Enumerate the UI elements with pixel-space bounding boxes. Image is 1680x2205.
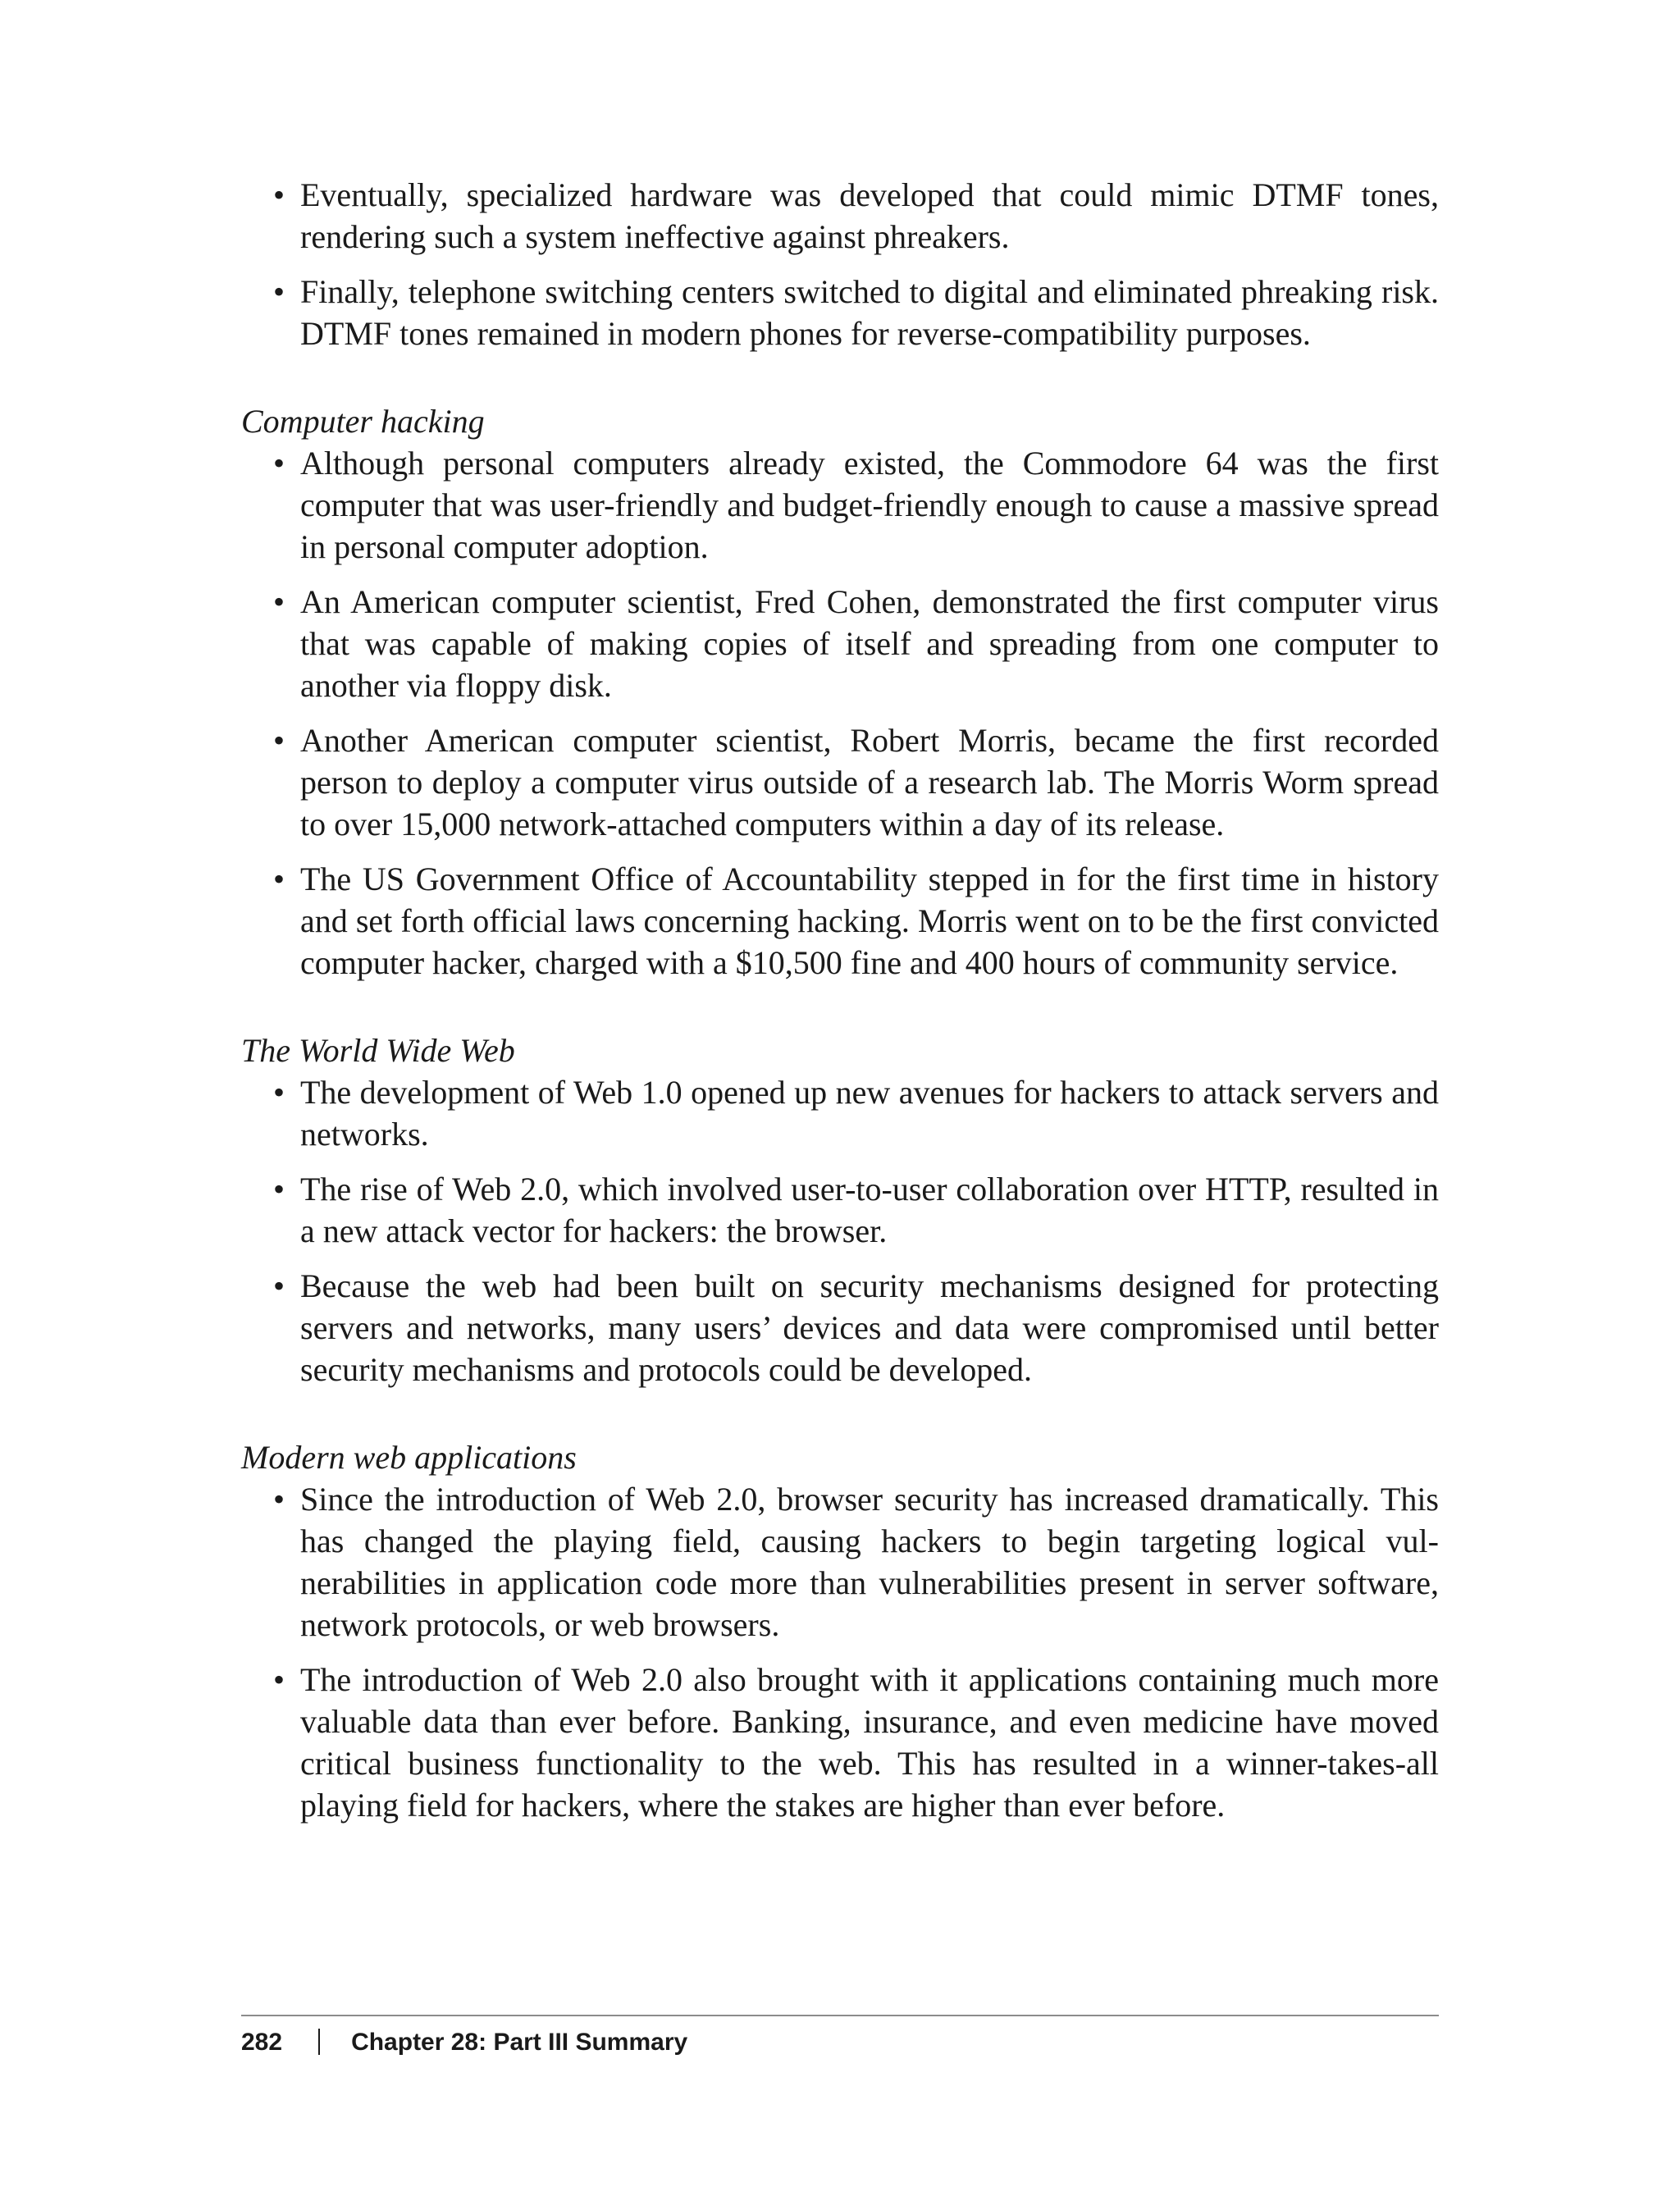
section-heading: Modern web applications (241, 1439, 577, 1476)
chapter-title: Chapter 28: Part III Summary (351, 2029, 688, 2056)
list-item: • Eventually, specialized hardware was developed that could mimic DTMF tones, rendering such a system ineffective against phreakers. (241, 174, 1439, 258)
page-footer (241, 2026, 687, 2059)
bullet-list (241, 174, 1439, 354)
bullet-icon: • (272, 176, 285, 213)
bullet-icon: • (272, 583, 285, 620)
bullet-icon: • (272, 861, 285, 897)
section-heading: Computer hacking (241, 403, 485, 440)
bullet-icon: • (272, 273, 285, 310)
footer-separator (318, 2029, 320, 2055)
list-item: • An American computer scientist, Fred Cohen, demonstrated the first computer virus that was capable of making copies of itself and spreading from one computer to another via floppy disk. (241, 581, 1439, 706)
section-modern-web-applications (241, 1436, 1439, 1826)
list-item: • The rise of Web 2.0, which involved user-to-user collaboration over HTTP, resulted in a new attack vector for hackers: the browser. (241, 1168, 1439, 1252)
bullet-icon: • (272, 1481, 285, 1518)
page-number: 282 (241, 2029, 283, 2056)
bullet-icon: • (272, 1171, 285, 1208)
list-item: • The development of Web 1.0 opened up new avenues for hackers to attack servers and networks. (241, 1071, 1439, 1155)
section-heading: The World Wide Web (241, 1032, 515, 1069)
list-item: • Finally, telephone switching centers switched to digital and eliminated phreaking risk. DTMF tones remained in modern phones for reverse-compatibility purposes. (241, 271, 1439, 354)
bullet-icon: • (272, 1074, 285, 1111)
footer-divider (241, 2015, 1439, 2016)
list-item: • Since the introduction of Web 2.0, browser security has increased dramatically. This has changed the playing field, causing hackers to begin targeting logical vulnerabilities in application code more than vulnerabilities present in server software, network protocols, or web browsers. (241, 1478, 1439, 1646)
list-item: • The US Government Office of Accountability stepped in for the first time in history and set forth official laws concerning hacking. Morris went on to be the first convicted computer hacker, charged with a $10,500 fine and 400 hours of community service. (241, 858, 1439, 984)
list-item: • The introduction of Web 2.0 also brought with it applications containing much more valuable data than ever before. Banking, insurance, and even medicine have moved critical business functionality to the web. This has resulted in a winner-takes-all playing field for hackers, where the stakes are higher than ever before. (241, 1659, 1439, 1826)
bullet-list (241, 1071, 1439, 1390)
page-body (241, 174, 1439, 1826)
section-world-wide-web (241, 1029, 1439, 1390)
bullet-list (241, 1478, 1439, 1826)
list-item: • Another American computer scientist, Robert Morris, became the first recorded person to deploy a computer virus outside of a research lab. The Morris Worm spread to over 15,000 network-attached computers within a day of its release. (241, 719, 1439, 845)
list-item: • Because the web had been built on security mechanisms designed for protecting servers and networks, many users’ devices and data were compromised until better security mechanisms and protocols could be developed. (241, 1265, 1439, 1390)
list-item: • Although personal computers already existed, the Commodore 64 was the first computer that was user-friendly and budget-friendly enough to cause a massive spread in personal computer adoption. (241, 442, 1439, 568)
bullet-icon: • (272, 1661, 285, 1698)
intro-section (241, 174, 1439, 354)
bullet-icon: • (272, 722, 285, 759)
bullet-icon: • (272, 445, 285, 482)
section-computer-hacking (241, 400, 1439, 984)
bullet-list (241, 442, 1439, 984)
bullet-icon: • (272, 1267, 285, 1304)
